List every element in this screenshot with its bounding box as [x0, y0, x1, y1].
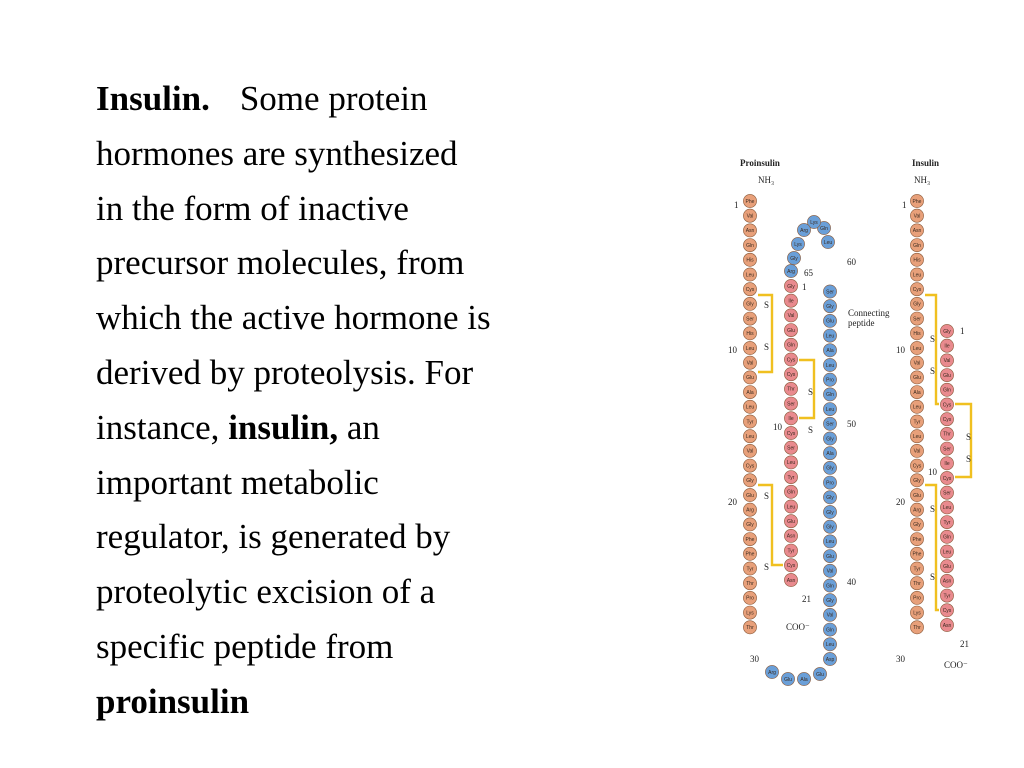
proinsulin-label: Proinsulin: [740, 158, 780, 168]
ins-b-residue-30-label: Thr: [913, 625, 921, 632]
pro-a-residue-11-label: Cys: [786, 430, 796, 437]
term-proinsulin: proinsulin: [96, 681, 250, 721]
pro-a-residue-4-label: Glu: [787, 327, 795, 334]
pro-num-a10: 10: [773, 422, 782, 432]
pro-b-residue-23-label: Gly: [746, 522, 754, 529]
pro-b-residue-1-label: Phe: [745, 198, 755, 205]
body-text: [96, 72, 636, 730]
ins-b-residue-9-label: Ser: [913, 316, 921, 323]
pro-c-residue-3-label: Ala: [800, 676, 808, 683]
pro-num-c65: 65: [804, 268, 813, 278]
pro-s-2: S: [764, 342, 770, 352]
pro-a-residue-19-label: Tyr: [787, 548, 795, 555]
ins-a-residue-8-label: Thr: [943, 431, 951, 438]
proinsulin-coo: COO⁻: [786, 622, 810, 632]
pro-b-residue-12-label: Val: [746, 360, 754, 367]
pro-c-residue-6-label: Leu: [825, 642, 835, 649]
ins-a-residue-2-label: Ile: [944, 343, 950, 350]
pro-b-residue-25-label: Phe: [745, 551, 755, 558]
text-line-3: in the form of inactive: [96, 188, 409, 228]
ins-a-residue-9-label: Ser: [943, 446, 951, 453]
pro-a-residue-20-label: Cys: [786, 563, 796, 570]
ins-b-residue-27-label: Thr: [913, 581, 921, 587]
pro-num-c60: 60: [847, 257, 856, 267]
text-line-6: derived by proteolysis. For: [96, 352, 474, 392]
pro-a-residue-2-label: Ile: [788, 298, 794, 305]
ins-b-residue-24-label: Phe: [912, 536, 922, 543]
pro-s-1: S: [764, 300, 770, 310]
pro-c-residue-34-label: Arg: [800, 227, 808, 234]
pro-c-residue-30-label: Ser: [826, 289, 834, 296]
text-line-9: regulator, is generated by: [96, 517, 451, 557]
ins-a-residue-4-label: Glu: [943, 372, 951, 379]
pro-a-residue-12-label: Ser: [787, 445, 795, 452]
pro-a-residue-8-label: Thr: [787, 386, 795, 393]
pro-c-residue-25-label: Leu: [825, 362, 835, 369]
pro-b-residue-17-label: Leu: [745, 434, 755, 440]
pro-c-residue-20-label: Gly: [826, 436, 834, 443]
pro-b-residue-2-label: Val: [746, 213, 754, 220]
pro-c-residue-12-label: Glu: [826, 553, 834, 560]
ins-a-residue-13-label: Leu: [942, 505, 952, 512]
pro-c-residue-13-label: Leu: [825, 539, 835, 546]
ins-b-residue-1-label: Phe: [912, 198, 922, 205]
pro-a-residue-17-label: Glu: [787, 519, 795, 525]
pro-b-residue-28-label: Pro: [746, 595, 754, 602]
pro-b-residue-27-label: Thr: [746, 581, 754, 587]
pro-b-residue-16-label: Tyr: [746, 419, 754, 426]
pro-b-residue-26-label: Tyr: [746, 566, 754, 573]
ins-num-a10: 10: [928, 467, 937, 477]
text-line-10: proteolytic excision of a: [96, 572, 436, 612]
proinsulin-nh3: NH₃: [758, 175, 775, 185]
pro-b-residue-7-label: Cys: [745, 287, 755, 293]
pro-c-residue-9-label: Gly: [826, 598, 834, 604]
ins-a-residue-6-label: Cys: [942, 402, 952, 409]
ins-a-residue-10-label: Ile: [944, 461, 950, 468]
pro-c-residue-10-label: Gln: [826, 583, 834, 590]
pro-b-residue-19-label: Cys: [745, 463, 755, 470]
ins-a-residue-7-label: Cys: [942, 417, 952, 423]
pro-a-residue-18-label: Asn: [786, 533, 796, 540]
ins-b-residue-28-label: Pro: [913, 595, 921, 602]
pro-c-residue-29-label: Gly: [826, 304, 834, 310]
insulin-label: Insulin: [912, 158, 940, 168]
ins-b-residue-19-label: Cys: [912, 463, 922, 470]
pro-b-residue-10-label: His: [746, 331, 754, 338]
ins-num-a21: 21: [960, 639, 969, 649]
ins-b-residue-25-label: Phe: [912, 551, 922, 558]
ins-a-residue-20-label: Cys: [942, 608, 952, 615]
insulin-coo: COO⁻: [944, 660, 968, 670]
pro-c-residue-14-label: Gly: [826, 524, 834, 531]
ins-b-residue-18-label: Val: [913, 448, 921, 455]
ins-a-residue-15-label: Gln: [943, 534, 951, 541]
text-line-5: which the active hormone is: [96, 298, 491, 338]
ins-a-residue-5-label: Gln: [943, 387, 951, 394]
connecting-peptide-label-1: Connecting: [848, 308, 890, 318]
pro-b-residue-8-label: Gly: [746, 301, 754, 308]
pro-c-residue-35-label: Lys: [794, 241, 802, 248]
ins-b-residue-16-label: Tyr: [913, 419, 921, 426]
pro-b-residue-30-label: Thr: [746, 625, 754, 632]
ins-b-residue-4-label: Gln: [913, 242, 921, 249]
pro-c-residue-11-label: Val: [826, 568, 834, 575]
ins-a-residue-3-label: Val: [943, 358, 951, 365]
ins-s-4: S: [966, 454, 972, 464]
ins-b-residue-21-label: Glu: [913, 492, 921, 499]
pro-b-residue-29-label: Lys: [746, 610, 754, 617]
ins-s-1: S: [930, 334, 936, 344]
pro-disulfide-b19-a20: [758, 485, 783, 565]
ins-b-residue-5-label: His: [913, 257, 921, 264]
pro-num-a1: 1: [802, 282, 807, 292]
insulin-diagram: [728, 150, 988, 690]
pro-a-residue-7-label: Cys: [786, 372, 796, 378]
pro-num-b30: 30: [750, 654, 759, 664]
ins-b-residue-8-label: Gly: [913, 301, 921, 308]
pro-num-b10: 10: [728, 345, 737, 355]
pro-c-residue-28-label: Glu: [826, 318, 834, 325]
pro-a-residue-3-label: Val: [787, 313, 795, 320]
pro-num-c40: 40: [847, 577, 856, 587]
pro-b-residue-22-label: Arg: [746, 507, 754, 514]
ins-num-b10: 10: [896, 345, 905, 355]
pro-num-a21: 21: [802, 594, 811, 604]
ins-s-6: S: [930, 572, 936, 582]
pro-b-residue-21-label: Glu: [746, 492, 754, 499]
pro-c-residue-37-label: Arg: [787, 268, 795, 275]
ins-b-residue-17-label: Leu: [912, 434, 922, 440]
pro-c-residue-31-label: Leu: [823, 239, 833, 246]
pro-b-residue-5-label: His: [746, 257, 754, 264]
ins-num-b1: 1: [902, 200, 907, 210]
ins-b-residue-15-label: Leu: [912, 404, 922, 411]
insulin-structure-figure: [728, 150, 988, 690]
pro-s-4: S: [808, 425, 814, 435]
pro-a-residue-21-label: Asn: [786, 577, 796, 584]
pro-c-residue-16-label: Gly: [826, 495, 834, 502]
pro-s-6: S: [764, 562, 770, 572]
ins-a-residue-19-label: Tyr: [943, 593, 951, 600]
text-line-7: [96, 401, 636, 456]
ins-b-residue-6-label: Leu: [912, 272, 922, 279]
pro-c-residue-5-label: Asp: [825, 656, 835, 663]
ins-a-residue-16-label: Leu: [942, 549, 952, 556]
ins-b-residue-12-label: Val: [913, 360, 921, 367]
ins-b-residue-13-label: Glu: [913, 375, 921, 382]
ins-s-2: S: [930, 366, 936, 376]
pro-a-residue-15-label: Gln: [787, 489, 795, 496]
pro-c-residue-36-label: Gly: [790, 255, 798, 262]
ins-a-residue-17-label: Glu: [943, 564, 951, 570]
pro-a-residue-14-label: Tyr: [787, 474, 795, 481]
pro-num-b20: 20: [728, 497, 737, 507]
pro-c-residue-8-label: Val: [826, 612, 834, 619]
pro-a-residue-10-label: Ile: [788, 416, 794, 423]
insulin-nh3: NH₃: [914, 175, 931, 185]
ins-b-residue-3-label: Asn: [912, 228, 922, 235]
pro-s-5: S: [764, 491, 770, 501]
pro-c-residue-19-label: Ala: [826, 451, 834, 457]
pro-a-residue-16-label: Leu: [786, 504, 796, 511]
pro-a-residue-1-label: Gly: [787, 283, 795, 290]
ins-b-residue-23-label: Gly: [913, 522, 921, 529]
pro-b-residue-4-label: Gln: [746, 242, 754, 249]
ins-num-b20: 20: [896, 497, 905, 507]
text-line-4: precursor molecules, from: [96, 243, 465, 283]
text-line-1: [96, 72, 636, 127]
text-line-1-rest: Some protein: [239, 79, 428, 118]
pro-c-residue-32-label: Gln: [820, 225, 828, 232]
pro-b-residue-24-label: Phe: [745, 536, 755, 543]
text-line-2: hormones are synthesized: [96, 133, 458, 173]
ins-b-residue-14-label: Ala: [913, 389, 921, 396]
ins-b-residue-7-label: Cys: [912, 287, 922, 293]
ins-disulfide-b7-a7: [925, 295, 939, 404]
ins-a-residue-21-label: Asn: [942, 622, 952, 629]
ins-b-residue-10-label: His: [913, 331, 921, 338]
pro-s-3: S: [808, 387, 814, 397]
pro-b-residue-15-label: Leu: [745, 404, 755, 411]
pro-c-residue-23-label: Gln: [826, 392, 834, 399]
pro-c-residue-4-label: Glu: [816, 671, 824, 678]
ins-b-residue-29-label: Lys: [913, 610, 921, 617]
ins-b-residue-20-label: Gly: [913, 478, 921, 485]
pro-num-c50: 50: [847, 419, 856, 429]
pro-c-residue-1-label: Arg: [768, 669, 776, 676]
ins-b-residue-2-label: Val: [913, 213, 921, 220]
pro-c-residue-18-label: Gly: [826, 465, 834, 472]
ins-s-5: S: [930, 504, 936, 514]
pro-b-residue-14-label: Ala: [746, 389, 754, 396]
ins-b-residue-26-label: Tyr: [913, 566, 921, 573]
pro-c-residue-24-label: Pro: [826, 377, 834, 384]
pro-a-residue-13-label: Leu: [786, 460, 796, 467]
ins-s-3: S: [966, 432, 972, 442]
pro-a-residue-9-label: Ser: [787, 401, 795, 408]
ins-num-a1: 1: [960, 326, 965, 336]
pro-b-residue-6-label: Leu: [745, 272, 755, 279]
heading-insulin: Insulin.: [96, 79, 210, 118]
ins-a-residue-14-label: Tyr: [943, 519, 951, 526]
pro-c-residue-17-label: Pro: [826, 480, 834, 487]
ins-a-residue-18-label: Asn: [942, 578, 952, 585]
pro-b-residue-20-label: Gly: [746, 478, 754, 485]
ins-b-residue-22-label: Arg: [913, 507, 921, 514]
pro-b-residue-9-label: Ser: [746, 316, 754, 323]
pro-a-residue-6-label: Cys: [786, 357, 796, 364]
pro-c-residue-2-label: Glu: [784, 676, 792, 683]
text-line-8: important metabolic: [96, 462, 379, 502]
pro-c-residue-7-label: Gln: [826, 627, 834, 634]
pro-b-residue-3-label: Asn: [745, 228, 755, 235]
pro-b-residue-13-label: Glu: [746, 375, 754, 382]
text-line-7-rest: an: [338, 407, 380, 447]
pro-c-residue-21-label: Ser: [826, 421, 834, 428]
ins-a-residue-11-label: Cys: [942, 475, 952, 482]
pro-c-residue-33-label: Lys: [810, 219, 818, 226]
pro-b-residue-11-label: Leu: [745, 345, 755, 352]
ins-b-residue-11-label: Leu: [912, 345, 922, 352]
pro-c-residue-26-label: Ala: [826, 348, 834, 355]
pro-a-residue-5-label: Gln: [787, 342, 795, 349]
text-line-11: specific peptide from: [96, 626, 394, 666]
term-insulin: insulin,: [228, 407, 339, 447]
text-line-7-pre: instance,: [96, 407, 229, 447]
ins-a-residue-1-label: Gly: [943, 328, 951, 335]
connecting-peptide-label-2: peptide: [848, 318, 875, 328]
ins-num-b30: 30: [896, 654, 905, 664]
pro-b-residue-18-label: Val: [746, 448, 754, 455]
pro-c-residue-15-label: Gly: [826, 509, 834, 516]
pro-c-residue-27-label: Leu: [825, 333, 835, 340]
ins-a-residue-12-label: Ser: [943, 490, 951, 497]
pro-num-b1: 1: [734, 200, 739, 210]
pro-c-residue-22-label: Leu: [825, 406, 835, 413]
